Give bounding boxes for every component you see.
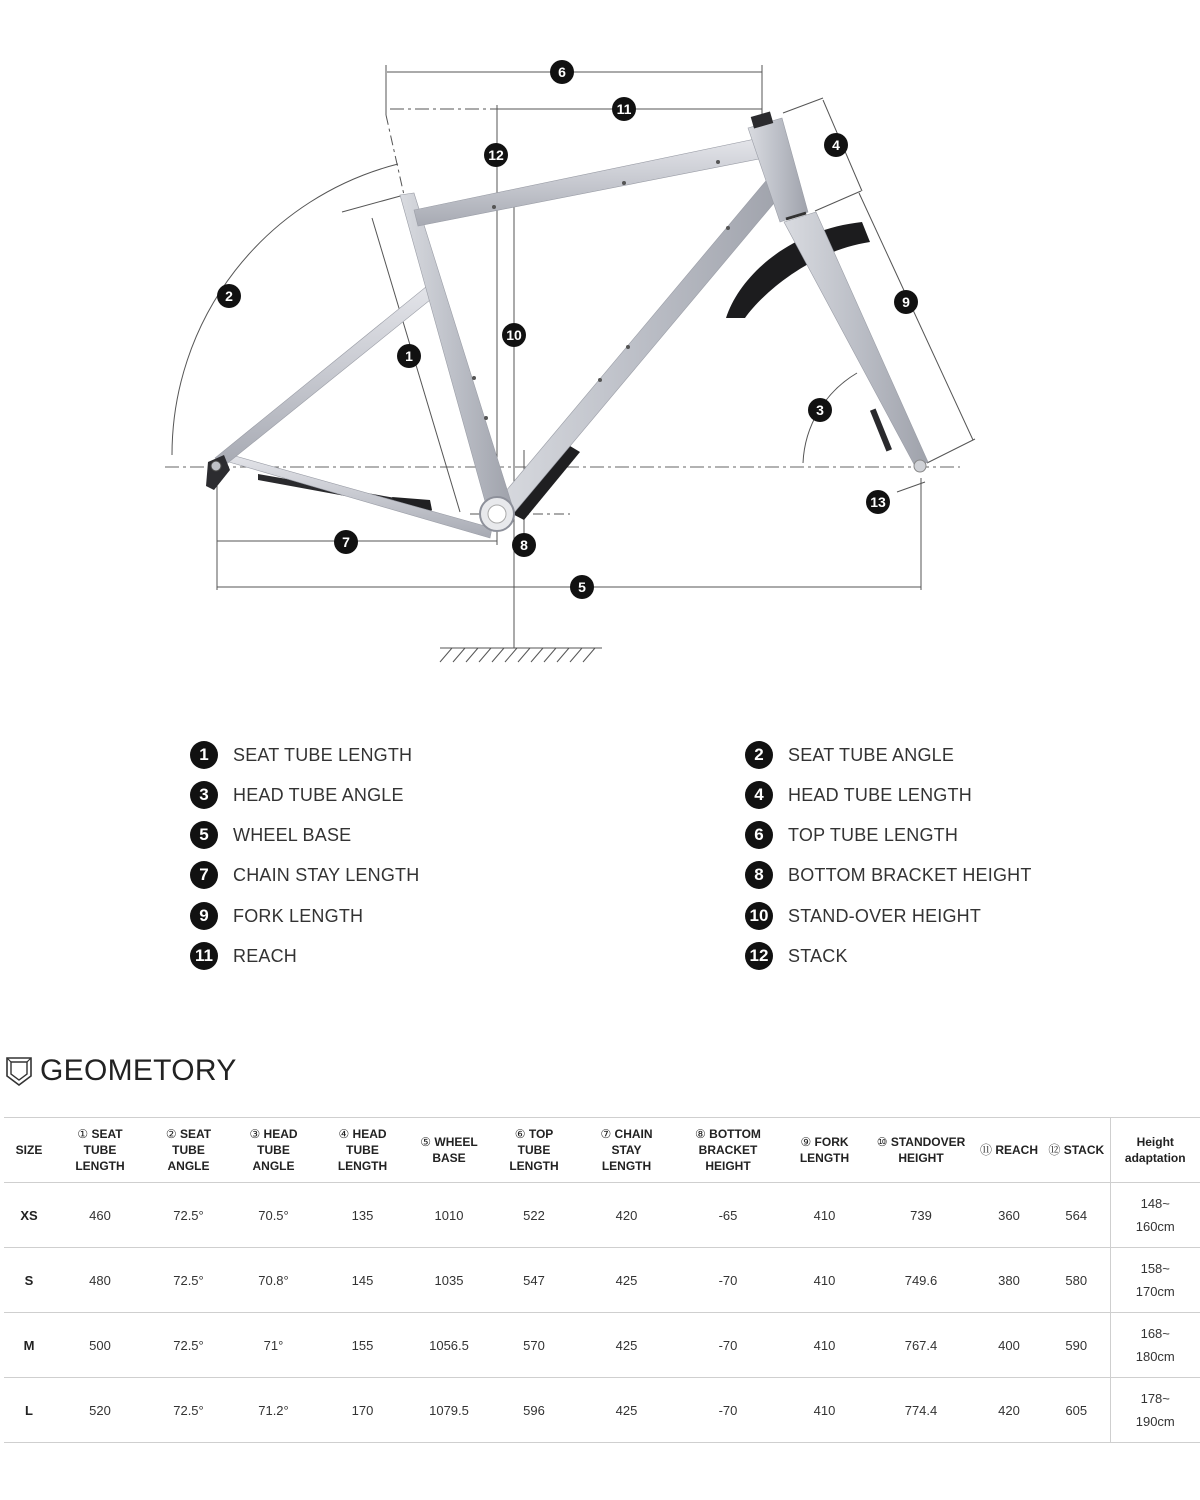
legend-item-wheel-base [190,818,351,852]
legend-item-fork-length [190,899,363,933]
svg-text:3: 3 [816,402,824,418]
table-cell: 739 [867,1183,975,1248]
bike-frame [206,111,928,538]
legend-number-badge: 6 [745,821,773,849]
height-range-text: 160cm [1135,1219,1175,1234]
column-header-text: LENGTH [509,1159,559,1173]
legend-label: SEAT TUBE ANGLE [788,744,955,765]
table-cell: 135 [316,1183,409,1248]
size-cell: L [4,1378,54,1443]
legend-number-badge: 2 [745,741,773,769]
table-cell: 547 [489,1248,579,1313]
size-cell: M [4,1313,54,1378]
column-header [1043,1118,1110,1183]
table-cell: 1079.5 [409,1378,489,1443]
column-header-text: BRACKET [698,1143,758,1157]
column-header-text: LENGTH [337,1159,388,1173]
table-cell: 520 [54,1378,146,1443]
table-cell: 420 [975,1378,1043,1443]
table-cell: -70 [674,1378,782,1443]
column-header-text: SIZE [15,1143,43,1157]
table-row [4,1248,1200,1313]
column-header-text: TOP [528,1127,554,1141]
column-header [54,1118,146,1183]
column-header-text: SEAT [91,1127,123,1141]
column-header [409,1118,489,1183]
legend-item-head-tube-angle [190,778,404,812]
legend-label: TOP TUBE LENGTH [788,824,959,845]
svg-text:12: 12 [488,147,504,163]
column-header-text: adaptation [1124,1151,1186,1165]
svg-text:10: 10 [506,327,522,343]
table-cell: 420 [579,1183,674,1248]
legend-number-badge: 12 [745,942,773,970]
table-cell: 72.5° [146,1248,231,1313]
column-header-text: LENGTH [601,1159,652,1173]
diagram-marker-13 [866,490,890,514]
table-cell: 1035 [409,1248,489,1313]
legend-item-seat-tube-angle [745,738,954,772]
geometry-title: GEOMETORY [40,1054,237,1087]
column-header-text: TUBE [172,1143,205,1157]
table-cell: -70 [674,1248,782,1313]
column-number: ⑧ [695,1127,706,1141]
height-adaptation-cell [1110,1248,1200,1313]
diagram-marker-5 [570,575,594,599]
legend-label: FORK LENGTH [233,905,364,926]
column-header [316,1118,409,1183]
legend-number-badge: 1 [190,741,218,769]
table-cell: 1056.5 [409,1313,489,1378]
height-range-text: 170cm [1135,1284,1175,1299]
legend-number-badge: 5 [190,821,218,849]
column-header-text: HEIGHT [705,1159,751,1173]
table-cell: 72.5° [146,1378,231,1443]
table-cell: 564 [1043,1183,1110,1248]
table-cell: 500 [54,1313,146,1378]
column-header-text: ANGLE [252,1159,295,1173]
svg-text:6: 6 [558,64,566,80]
column-number: ② [165,1127,177,1141]
height-range-text: 148~ [1140,1196,1170,1211]
diagram-marker-4 [824,133,848,157]
table-cell: 1010 [409,1183,489,1248]
diagram-marker-7 [334,530,358,554]
height-range-text: 180cm [1135,1349,1175,1364]
svg-text:2: 2 [225,288,233,304]
legend-item-bottom-bracket-height [745,858,1032,892]
table-cell: -65 [674,1183,782,1248]
column-header-text: Height [1136,1135,1174,1149]
height-range-text: 190cm [1135,1414,1175,1429]
legend-label: CHAIN STAY LENGTH [233,864,420,885]
table-cell: 460 [54,1183,146,1248]
column-header-text: SEAT [179,1127,212,1141]
column-number: ④ [338,1127,350,1141]
legend-label: REACH [233,945,298,966]
legend-number-badge: 3 [190,781,218,809]
column-header-text: FORK [814,1135,849,1149]
legend-item-reach [190,939,297,973]
column-number: ⑥ [514,1127,526,1141]
height-adaptation-cell [1110,1378,1200,1443]
column-header [146,1118,231,1183]
svg-text:7: 7 [342,534,350,550]
legend-item-head-tube-length [745,778,972,812]
geometry-table [4,1117,1200,1443]
ground-hatch [440,648,602,662]
column-number: ⑨ [800,1135,812,1149]
svg-text:11: 11 [616,101,632,117]
column-header-text: LENGTH [75,1159,125,1173]
height-range-text: 178~ [1140,1391,1170,1406]
legend-item-stack [745,939,848,973]
height-adaptation-cell [1110,1183,1200,1248]
table-cell: 774.4 [867,1378,975,1443]
legend-label: WHEEL BASE [233,824,352,845]
diagram-marker-10 [502,323,526,347]
column-header-text: LENGTH [799,1151,850,1165]
table-cell: 580 [1043,1248,1110,1313]
table-cell: 71° [231,1313,316,1378]
geometry-heading [4,1054,237,1088]
legend-label: HEAD TUBE LENGTH [788,784,972,805]
diagram-marker-2 [217,284,241,308]
legend-number-badge: 7 [190,861,218,889]
height-range-text: 158~ [1140,1261,1170,1276]
column-header-text: BOTTOM [709,1127,761,1141]
table-row [4,1378,1200,1443]
svg-text:5: 5 [578,579,586,595]
table-cell: 70.8° [231,1248,316,1313]
table-cell: 410 [782,1378,867,1443]
column-header-text: HEAD [263,1127,298,1141]
column-number: ⑫ [1048,1143,1061,1157]
svg-text:8: 8 [520,537,528,553]
legend-label: STAND-OVER HEIGHT [788,905,982,926]
legend-number-badge: 4 [745,781,773,809]
table-cell: 749.6 [867,1248,975,1313]
table-cell: -70 [674,1313,782,1378]
table-cell: 522 [489,1183,579,1248]
column-header-text: HEAD [352,1127,387,1141]
table-cell: 596 [489,1378,579,1443]
column-header-text: WHEEL [434,1135,478,1149]
table-cell: 590 [1043,1313,1110,1378]
diagram-marker-1 [397,344,421,368]
column-header-text: HEIGHT [898,1151,944,1165]
table-cell: 72.5° [146,1183,231,1248]
dimension-lines [165,65,975,648]
svg-text:9: 9 [902,294,910,310]
column-number: ⑤ [420,1135,432,1149]
legend-number-badge: 11 [190,942,218,970]
diagram-marker-12 [484,143,508,167]
column-header-text: REACH [995,1143,1039,1157]
svg-text:4: 4 [832,137,840,153]
column-header-text: TUBE [346,1143,379,1157]
height-range-text: 168~ [1140,1326,1170,1341]
size-cell: S [4,1248,54,1313]
column-number: ③ [249,1127,261,1141]
legend-item-top-tube-length [745,818,958,852]
column-header-text: ANGLE [167,1159,210,1173]
column-number: ① [77,1127,89,1141]
size-cell: XS [4,1183,54,1248]
column-header [1110,1118,1200,1183]
table-cell: 70.5° [231,1183,316,1248]
column-header [489,1118,579,1183]
table-cell: 410 [782,1313,867,1378]
column-header-text: TUBE [83,1143,117,1157]
column-header-text: STANDOVER [890,1135,966,1149]
table-cell: 570 [489,1313,579,1378]
table-cell: 380 [975,1248,1043,1313]
table-cell: 410 [782,1183,867,1248]
table-cell: 170 [316,1378,409,1443]
table-row [4,1313,1200,1378]
table-cell: 400 [975,1313,1043,1378]
column-header-text: BASE [432,1151,466,1165]
table-cell: 767.4 [867,1313,975,1378]
diagram-marker-3 [808,398,832,422]
legend-label: BOTTOM BRACKET HEIGHT [788,864,1032,885]
column-header [579,1118,674,1183]
column-header-text: TUBE [257,1143,290,1157]
column-header-text: STAY [611,1143,642,1157]
diagram-marker-8 [512,533,536,557]
legend-label: STACK [788,945,848,966]
table-cell: 605 [1043,1378,1110,1443]
shield-icon [4,1054,34,1088]
column-number: ⑩ [876,1135,888,1149]
column-header [231,1118,316,1183]
table-cell: 71.2° [231,1378,316,1443]
table-cell: 360 [975,1183,1043,1248]
column-number: ⑪ [979,1143,992,1157]
column-header [4,1118,54,1183]
column-header-text: STACK [1063,1143,1105,1157]
column-header [674,1118,782,1183]
legend-number-badge: 8 [745,861,773,889]
legend-item-stand-over-height [745,899,981,933]
table-cell: 155 [316,1313,409,1378]
column-header [867,1118,975,1183]
diagram-marker-11 [612,97,636,121]
legend-number-badge: 9 [190,902,218,930]
legend-label: SEAT TUBE LENGTH [233,744,413,765]
column-header-text: CHAIN [614,1127,653,1141]
legend-label: HEAD TUBE ANGLE [233,784,404,805]
svg-text:13: 13 [870,494,886,510]
table-cell: 480 [54,1248,146,1313]
table-cell: 425 [579,1313,674,1378]
table-cell: 72.5° [146,1313,231,1378]
column-number: ⑦ [600,1127,612,1141]
diagram-marker-6 [550,60,574,84]
column-header [782,1118,867,1183]
table-row [4,1183,1200,1248]
height-adaptation-cell [1110,1313,1200,1378]
frame-geometry-diagram [0,0,1200,700]
diagram-marker-9 [894,290,918,314]
svg-text:1: 1 [405,348,413,364]
table-cell: 425 [579,1248,674,1313]
table-header-row [4,1118,1200,1183]
column-header [975,1118,1043,1183]
column-header-text: TUBE [517,1143,551,1157]
table-cell: 145 [316,1248,409,1313]
table-cell: 410 [782,1248,867,1313]
table-cell: 425 [579,1378,674,1443]
legend-item-seat-tube-length [190,738,412,772]
legend-number-badge: 10 [745,902,773,930]
legend-item-chain-stay-length [190,858,419,892]
